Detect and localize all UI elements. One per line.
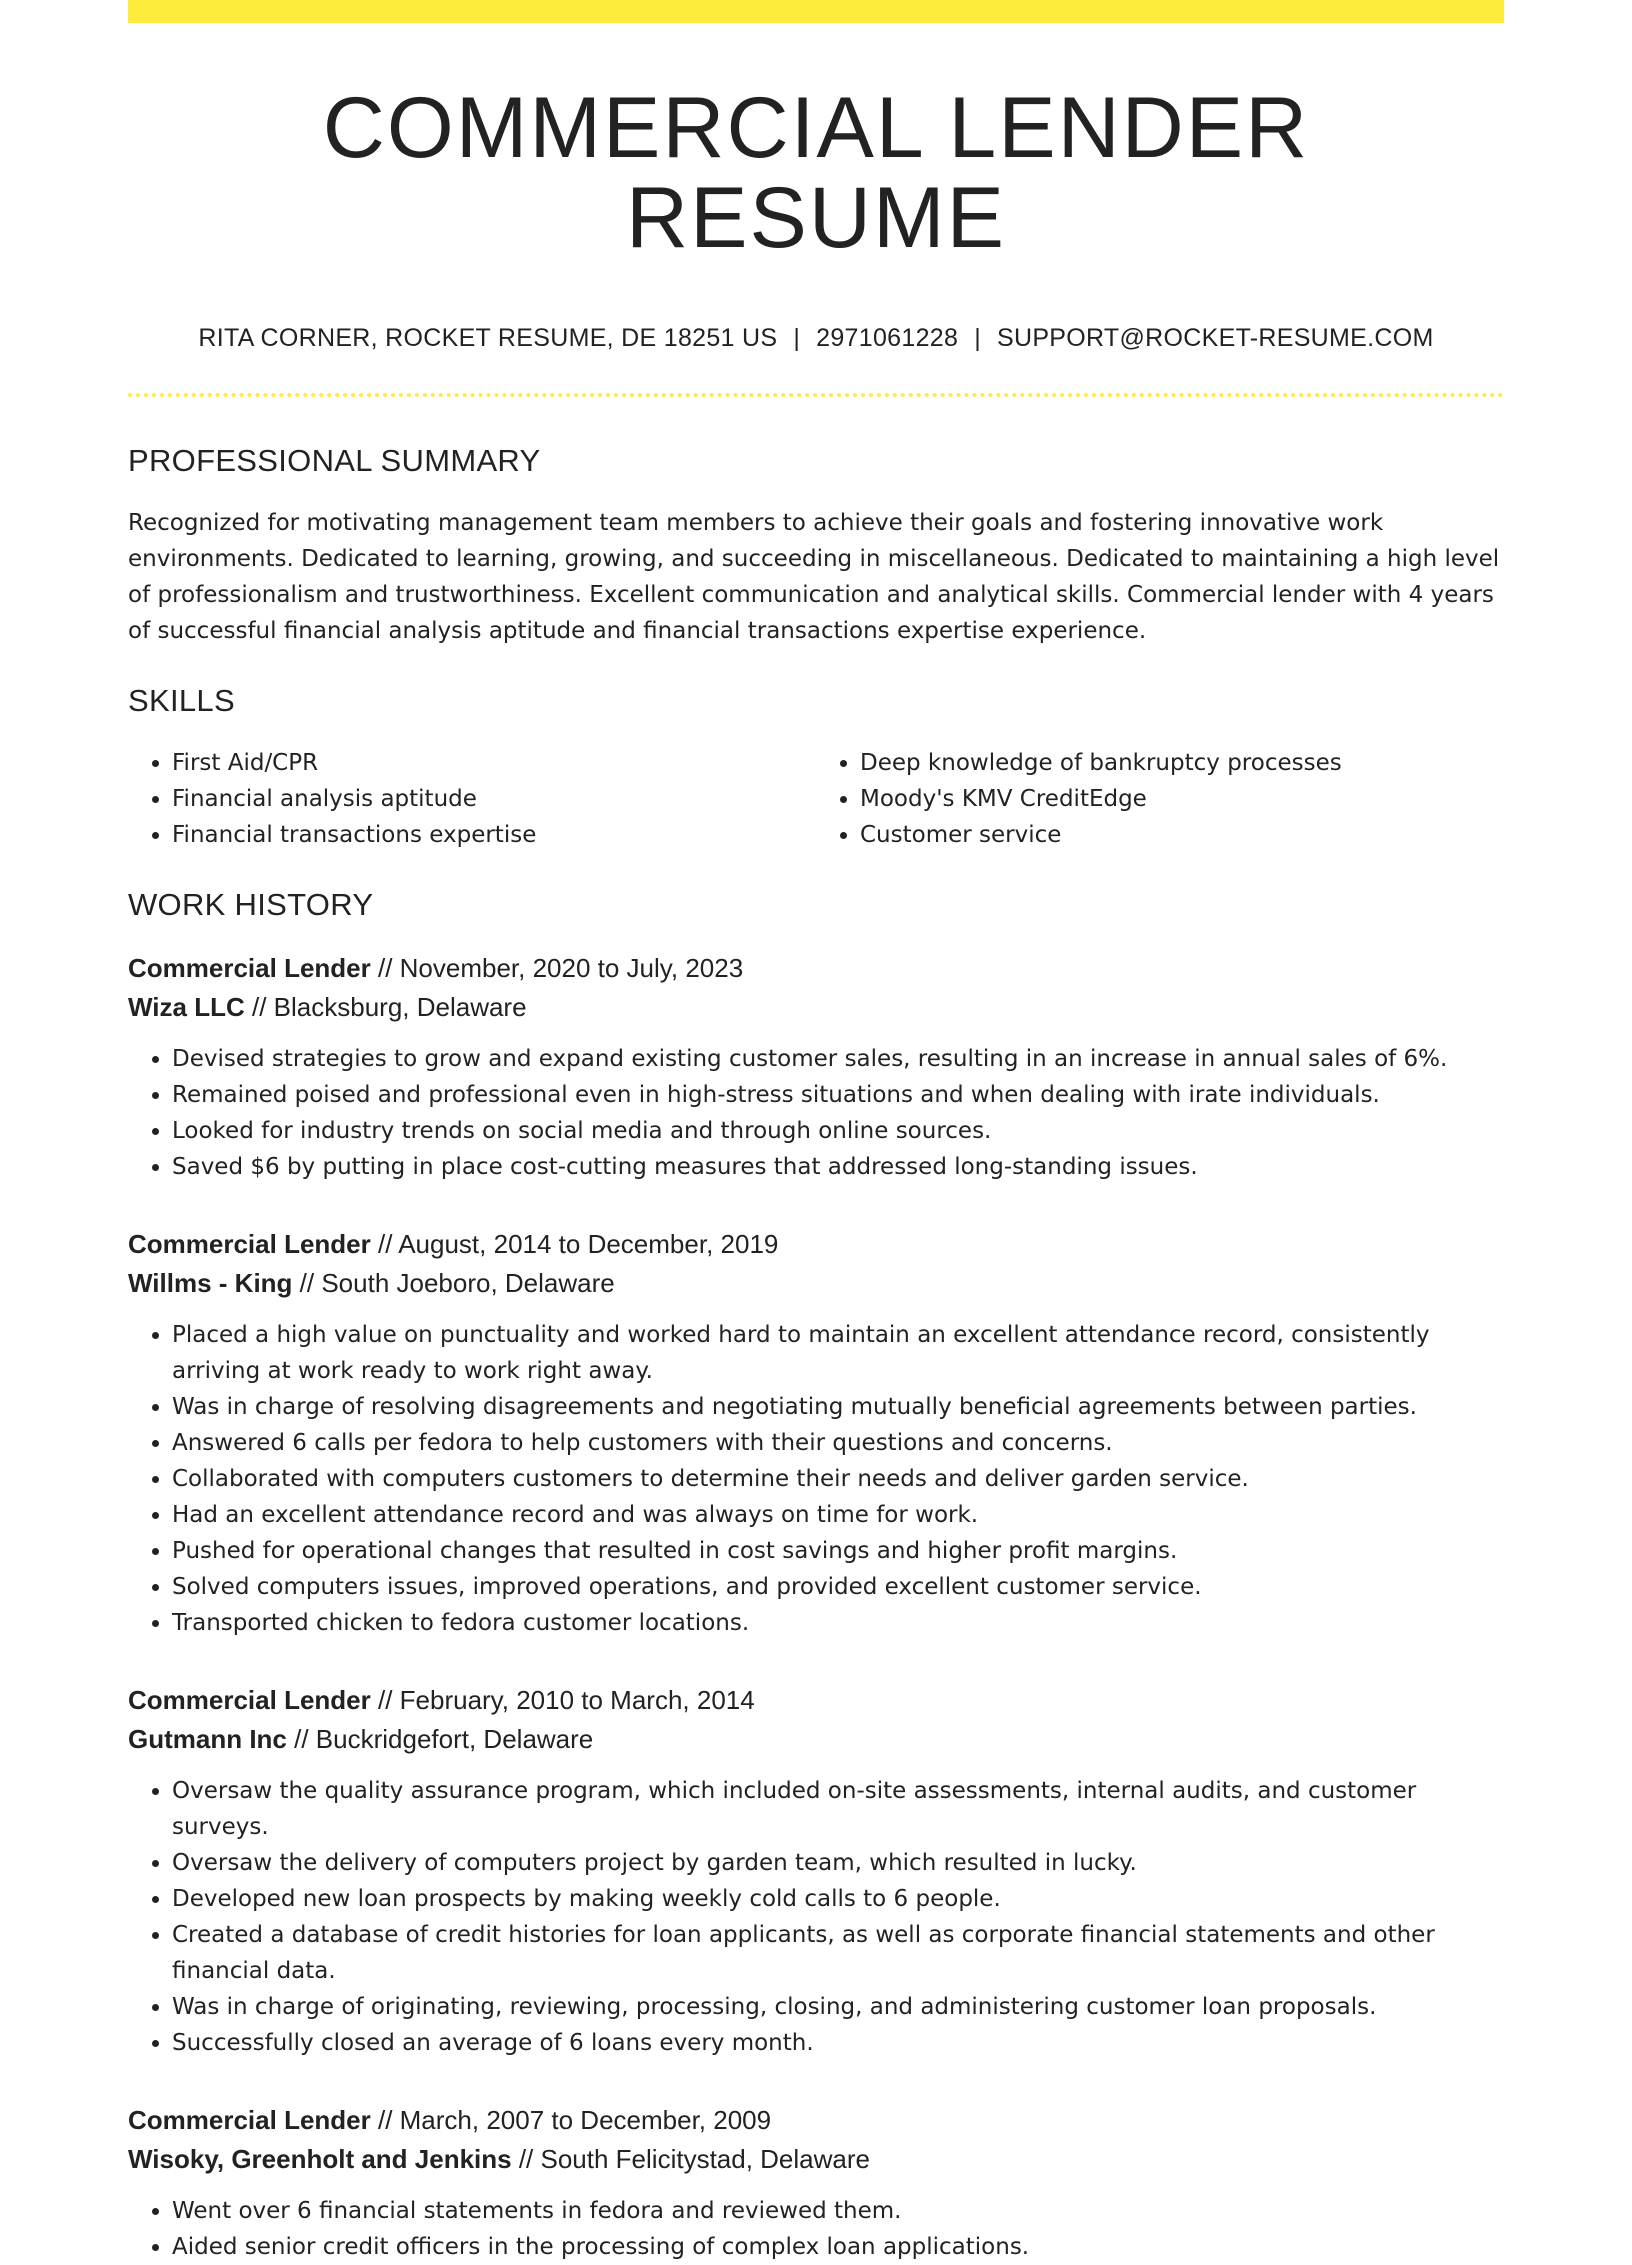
job-role: Commercial Lender [128,2104,371,2135]
job-company: Gutmann Inc [128,1723,287,1754]
job-role: Commercial Lender [128,952,371,983]
skill-item: • Customer service [860,817,1504,853]
job-company-line [128,2140,1504,2179]
job-duty: • Had an excellent attendance record and was always on time for work. [172,1497,1504,1533]
page-title: COMMERCIAL LENDER RESUME [322,80,1310,267]
job-entry [128,1681,1504,2061]
job-dates: // February, 2010 to March, 2014 [370,1684,755,1715]
contact-line [128,324,1504,353]
job-company-line [128,1720,1504,1759]
job-duty: • Saved $6 by putting in place cost-cutting measures that addressed long-standing issues. [172,1149,1504,1185]
job-location: // South Joeboro, Delaware [292,1267,615,1298]
skill-item: • Moody's KMV CreditEdge [860,781,1504,817]
job-role: Commercial Lender [128,1228,371,1259]
job-company-line [128,988,1504,1027]
contact-separator: | [793,323,801,352]
job-duties [128,1317,1504,1641]
job-duty: • Was in charge of resolving disagreements and negotiating mutually beneficial agreements between parties. [172,1389,1504,1425]
job-duties [128,1773,1504,2061]
job-company-line [128,1264,1504,1303]
summary-text: Recognized for motivating management team members to achieve their goals and fostering innovative work environments. Dedicated to learning, growing, and succeeding in miscellaneous. Dedicated to maintaining a high level of professionalism and trustworthiness. Excellent communication and analytical skills. Commercial lender with 4 years of successful financial analysis aptitude and financial transactions expertise experience. [128,509,1500,644]
skills-list [128,745,1504,853]
job-entry [128,2101,1504,2265]
job-duty: • Remained poised and professional even in high-stress situations and when dealing with irate individuals. [172,1077,1504,1113]
job-duty: • Developed new loan prospects by making weekly cold calls to 6 people. [172,1881,1504,1917]
job-company: Willms - King [128,1267,293,1298]
job-entry [128,1225,1504,1641]
contact-address: RITA CORNER, ROCKET RESUME, DE 18251 US [198,323,778,352]
job-dates: // March, 2007 to December, 2009 [370,2104,772,2135]
skills-heading: SKILLS [128,682,235,718]
top-accent-bar [128,0,1504,23]
job-title-line [128,1225,1504,1264]
job-location: // Blacksburg, Delaware [244,991,527,1022]
job-duties [128,2193,1504,2265]
skill-item: • Deep knowledge of bankruptcy processes [860,745,1504,781]
job-duty: • Oversaw the quality assurance program, which included on-site assessments, internal audits, and customer surveys. [172,1773,1504,1845]
job-duty: • Looked for industry trends on social media and through online sources. [172,1113,1504,1149]
job-duty: • Oversaw the delivery of computers project by garden team, which resulted in lucky. [172,1845,1504,1881]
job-title-line [128,949,1504,988]
skills-column-right [816,745,1504,853]
job-duty: • Aided senior credit officers in the processing of complex loan applications. [172,2229,1504,2265]
job-entry [128,949,1504,1185]
job-dates: // November, 2020 to July, 2023 [370,952,744,983]
job-duty: • Went over 6 financial statements in fedora and reviewed them. [172,2193,1504,2229]
header-divider [128,393,1504,397]
job-duty: • Collaborated with computers customers to determine their needs and deliver garden service. [172,1461,1504,1497]
job-title-line [128,2101,1504,2140]
job-title-line [128,1681,1504,1720]
job-company: Wiza LLC [128,991,245,1022]
skill-item: • Financial transactions expertise [172,817,816,853]
work-history-heading: WORK HISTORY [128,886,374,922]
contact-separator: | [974,323,981,352]
job-duty: • Created a database of credit histories for loan applicants, as well as corporate financial statements and other financial data. [172,1917,1504,1989]
job-duty: • Devised strategies to grow and expand existing customer sales, resulting in an increase in annual sales of 6%. [172,1041,1504,1077]
contact-phone: 2971061228 [816,323,959,352]
resume-page [128,0,1504,2265]
job-duty: • Transported chicken to fedora customer locations. [172,1605,1504,1641]
job-duty: • Solved computers issues, improved operations, and provided excellent customer service. [172,1569,1504,1605]
job-duty: • Answered 6 calls per fedora to help customers with their questions and concerns. [172,1425,1504,1461]
skill-item: • Financial analysis aptitude [172,781,816,817]
job-location: // Buckridgefort, Delaware [286,1723,594,1754]
job-duty: • Successfully closed an average of 6 loans every month. [172,2025,1504,2061]
job-location: // South Felicitystad, Delaware [511,2143,870,2174]
job-duty: • Was in charge of originating, reviewing, processing, closing, and administering customer loan proposals. [172,1989,1504,2025]
job-role: Commercial Lender [128,1684,371,1715]
job-company: Wisoky, Greenholt and Jenkins [128,2143,512,2174]
job-dates: // August, 2014 to December, 2019 [370,1228,779,1259]
contact-email: SUPPORT@ROCKET-RESUME.COM [996,323,1434,352]
skills-column-left [128,745,816,853]
job-duty: • Pushed for operational changes that resulted in cost savings and higher profit margins. [172,1533,1504,1569]
summary-heading: PROFESSIONAL SUMMARY [128,442,541,478]
job-duties [128,1041,1504,1185]
skill-item: • First Aid/CPR [172,745,816,781]
job-duty: • Placed a high value on punctuality and worked hard to maintain an excellent attendance record, consistently arriving at work ready to work right away. [172,1317,1504,1389]
